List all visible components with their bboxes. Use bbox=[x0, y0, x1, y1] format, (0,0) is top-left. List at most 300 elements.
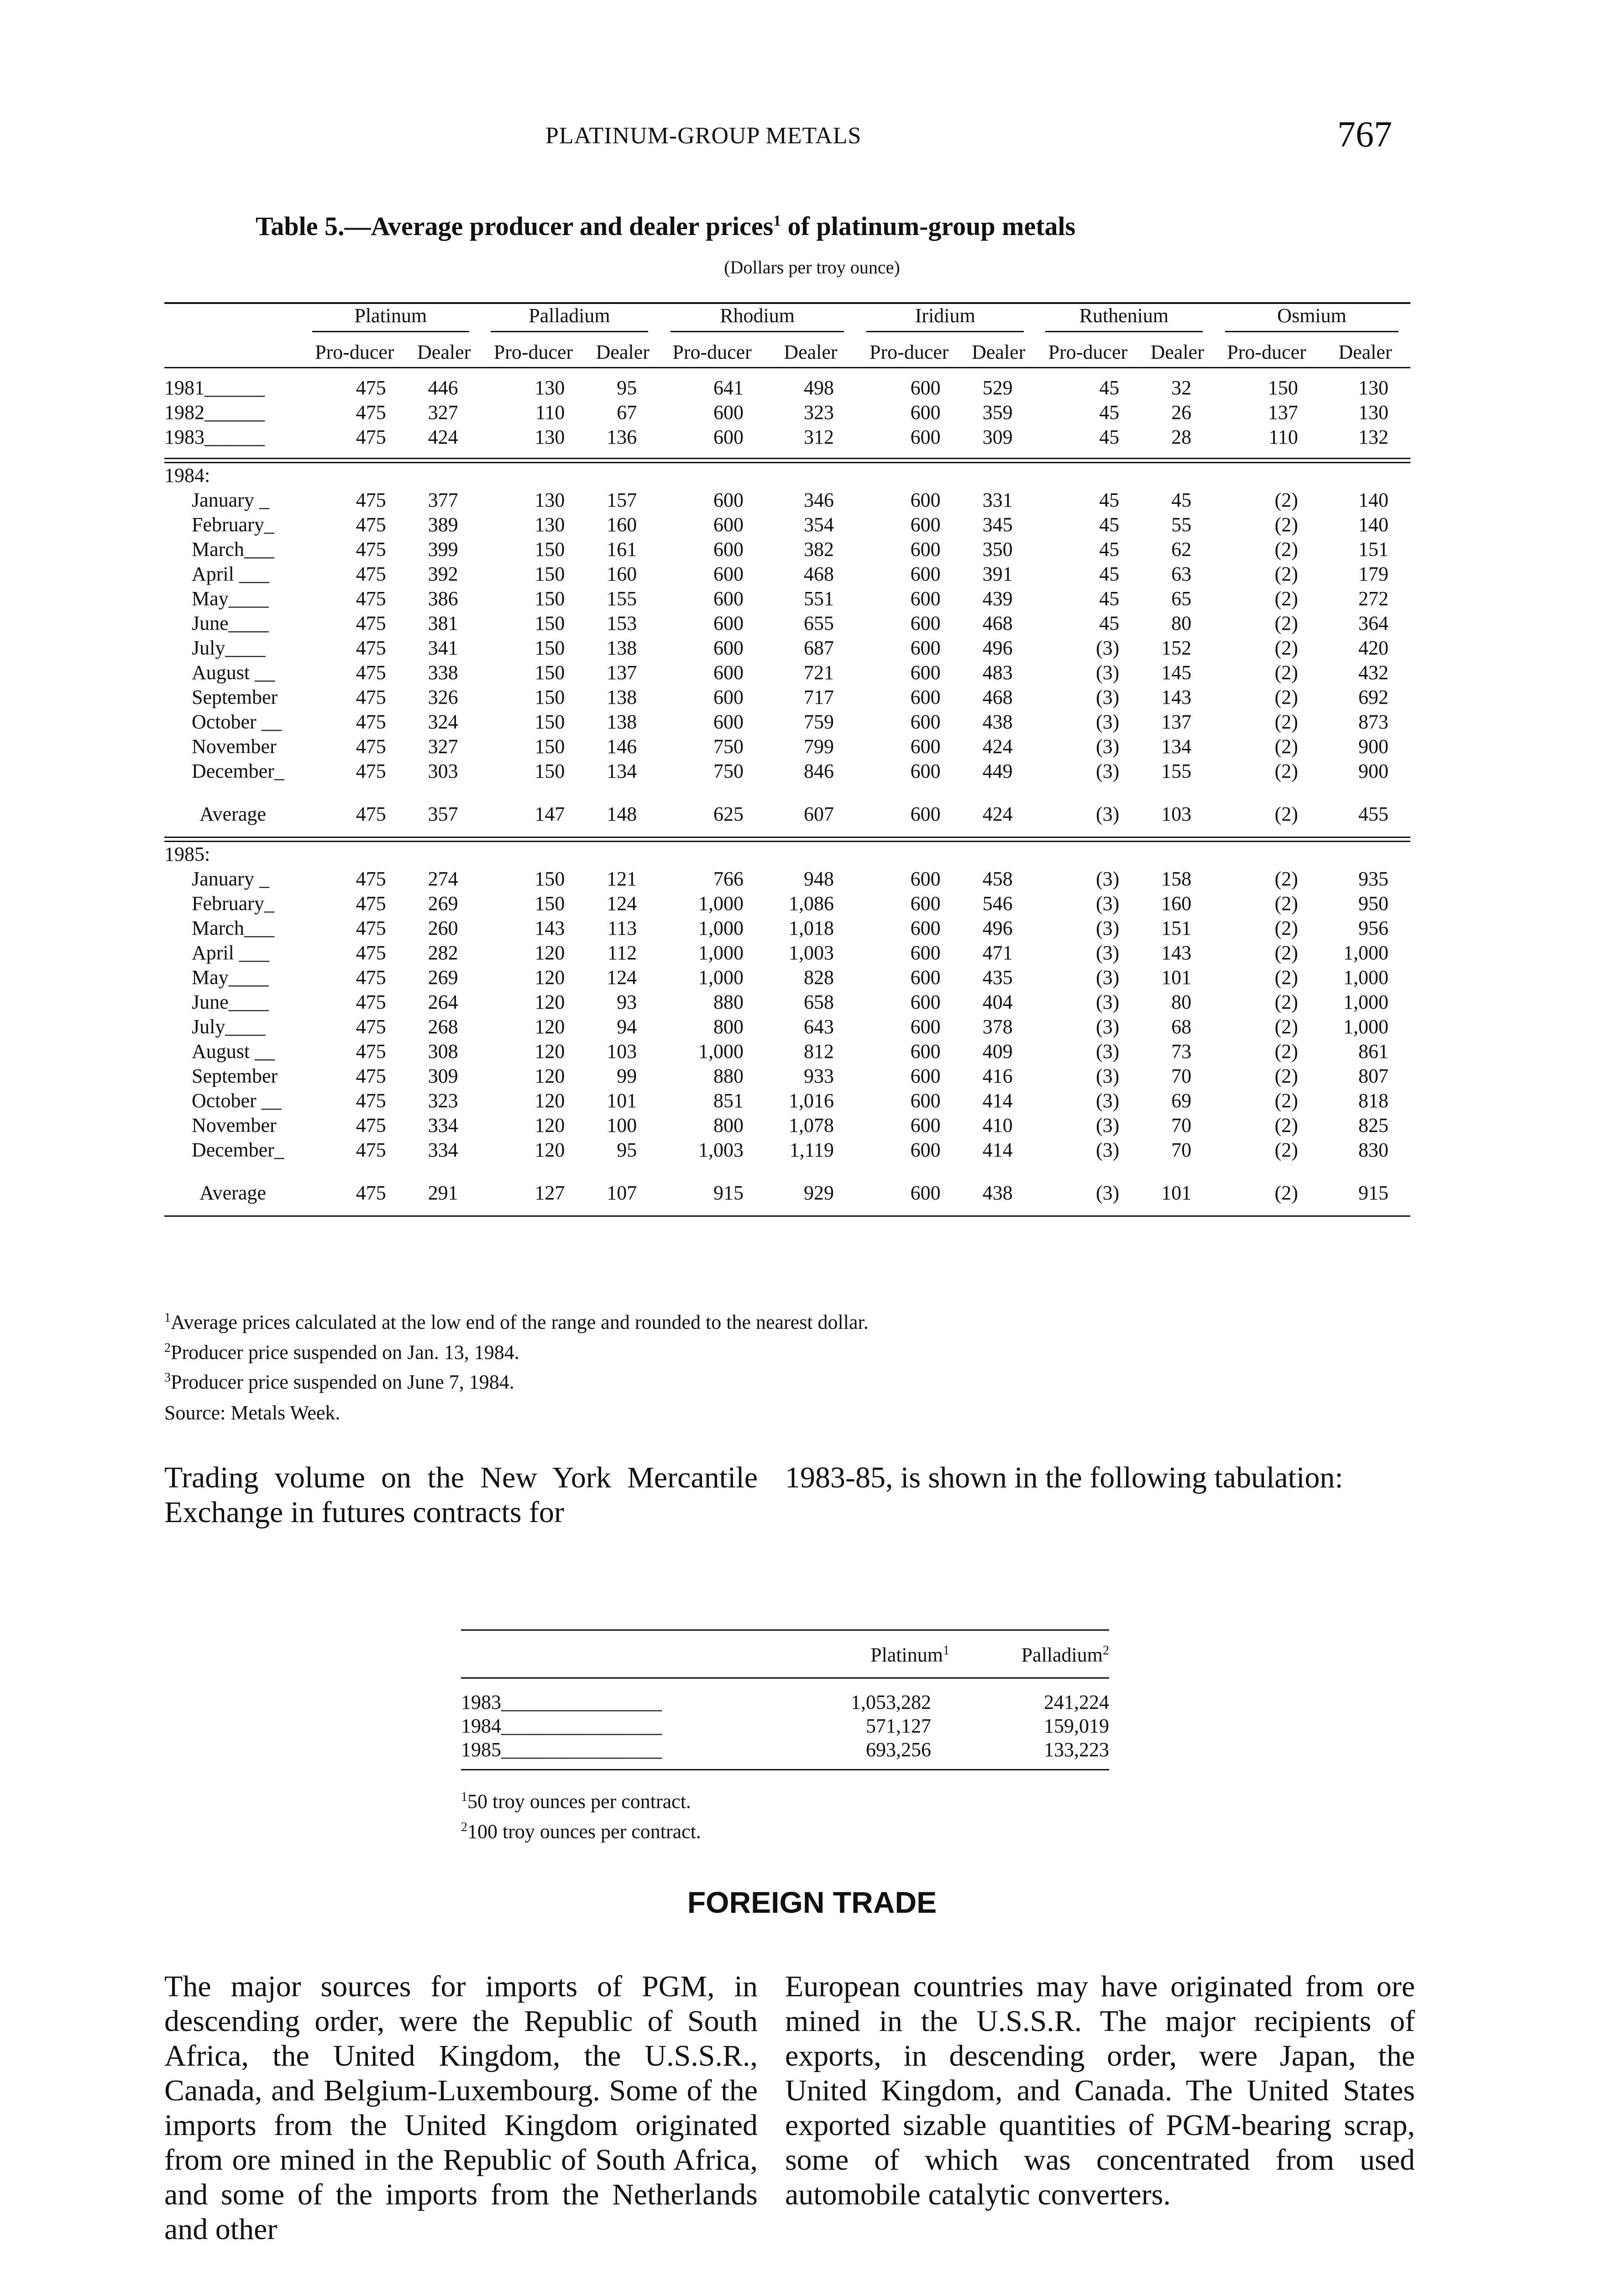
price-cell: (3) bbox=[1095, 1040, 1120, 1062]
price-cell: (2) bbox=[1274, 637, 1298, 659]
price-cell: 100 bbox=[607, 1114, 637, 1136]
price-cell: 475 bbox=[356, 1182, 386, 1204]
price-cell: 607 bbox=[803, 803, 834, 825]
price-cell: 807 bbox=[1358, 1065, 1388, 1087]
price-cell: 63 bbox=[1171, 563, 1192, 585]
price-cell: 948 bbox=[803, 868, 834, 890]
price-cell: 80 bbox=[1171, 991, 1192, 1013]
price-cell: 438 bbox=[982, 1182, 1013, 1204]
price-cell: 458 bbox=[982, 868, 1013, 890]
price-row bbox=[164, 916, 1410, 941]
price-cell: 600 bbox=[713, 612, 744, 634]
price-cell: 45 bbox=[1099, 538, 1120, 560]
price-cell: 127 bbox=[534, 1182, 565, 1204]
price-cell: 45 bbox=[1099, 489, 1120, 511]
price-cell: 475 bbox=[356, 563, 386, 585]
price-cell: 600 bbox=[910, 1114, 941, 1136]
price-cell: 475 bbox=[356, 538, 386, 560]
price-cell: 110 bbox=[535, 401, 565, 424]
price-cell: 475 bbox=[356, 1089, 386, 1112]
price-cell: 120 bbox=[534, 1114, 565, 1136]
year-heading: 1984: bbox=[164, 464, 210, 487]
price-cell: (3) bbox=[1095, 637, 1120, 659]
row-label: June____ bbox=[192, 612, 269, 634]
price-cell: 155 bbox=[1161, 760, 1192, 782]
producer-header: Pro-ducer bbox=[315, 341, 394, 363]
price-cell: 45 bbox=[1099, 426, 1120, 448]
price-cell: 600 bbox=[713, 401, 744, 424]
volume-footnotes bbox=[461, 1785, 701, 1844]
price-cell: (2) bbox=[1274, 1089, 1298, 1112]
price-cell: 475 bbox=[356, 637, 386, 659]
price-cell: 150 bbox=[534, 538, 565, 560]
price-cell: 475 bbox=[356, 868, 386, 890]
price-cell: (3) bbox=[1095, 966, 1120, 989]
page-number: 767 bbox=[1337, 115, 1392, 155]
price-cell: 107 bbox=[607, 1182, 637, 1204]
price-cell: 915 bbox=[1358, 1182, 1388, 1204]
price-cell: 449 bbox=[982, 760, 1013, 782]
price-cell: 260 bbox=[428, 917, 458, 939]
price-cell: 721 bbox=[803, 661, 834, 684]
volume-header-platinum: Platinum$^1$ bbox=[790, 1630, 949, 1678]
row-label: 1983______ bbox=[164, 426, 265, 448]
price-cell: (2) bbox=[1274, 1040, 1298, 1062]
price-cell: 45 bbox=[1099, 587, 1120, 610]
price-cell: (2) bbox=[1274, 612, 1298, 634]
price-cell: 1,003 bbox=[788, 942, 834, 964]
price-cell: 420 bbox=[1358, 637, 1388, 659]
price-cell: 140 bbox=[1358, 489, 1388, 511]
price-cell: 600 bbox=[910, 760, 941, 782]
row-label: February_ bbox=[192, 892, 274, 915]
price-cell: 161 bbox=[607, 538, 637, 560]
price-cell: 600 bbox=[910, 1040, 941, 1062]
price-cell: 641 bbox=[713, 377, 744, 399]
price-cell: 1,086 bbox=[788, 892, 834, 915]
price-cell: (2) bbox=[1274, 563, 1298, 585]
volume-row: 1985________________ 693,256 133,223 bbox=[461, 1738, 1109, 1770]
price-cell: 1,000 bbox=[698, 1040, 744, 1062]
price-cell: 150 bbox=[534, 711, 565, 733]
price-cell: 600 bbox=[910, 612, 941, 634]
price-cell: 150 bbox=[534, 760, 565, 782]
metal-header: Osmium bbox=[1213, 304, 1410, 336]
price-cell: 475 bbox=[356, 942, 386, 964]
price-row bbox=[164, 891, 1410, 916]
price-row bbox=[164, 425, 1410, 450]
price-cell: 692 bbox=[1358, 686, 1388, 708]
price-cell: 475 bbox=[356, 760, 386, 782]
price-cell: 496 bbox=[982, 917, 1013, 939]
price-cell: 766 bbox=[713, 868, 744, 890]
producer-header: Pro-ducer bbox=[1048, 341, 1128, 363]
price-cell: (3) bbox=[1095, 942, 1120, 964]
price-row bbox=[164, 734, 1410, 759]
price-row bbox=[164, 965, 1410, 990]
price-cell: 799 bbox=[803, 735, 834, 758]
price-cell: 1,000 bbox=[698, 917, 744, 939]
price-row bbox=[164, 1039, 1410, 1064]
price-cell: 424 bbox=[982, 735, 1013, 758]
price-cell: 600 bbox=[910, 686, 941, 708]
price-cell: 157 bbox=[607, 489, 637, 511]
price-row bbox=[164, 636, 1410, 660]
table-title-suffix: of platinum-group metals bbox=[781, 211, 1076, 241]
price-cell: (2) bbox=[1274, 991, 1298, 1013]
row-label: Average bbox=[199, 803, 266, 825]
price-cell: 143 bbox=[534, 917, 565, 939]
price-cell: 121 bbox=[607, 868, 637, 890]
price-cell: (2) bbox=[1274, 538, 1298, 560]
price-cell: 269 bbox=[428, 966, 458, 989]
price-cell: (3) bbox=[1095, 1065, 1120, 1087]
price-cell: 150 bbox=[534, 892, 565, 915]
price-cell: 900 bbox=[1358, 760, 1388, 782]
dealer-header: Dealer bbox=[971, 341, 1026, 363]
price-cell: 600 bbox=[910, 1139, 941, 1161]
price-cell: 468 bbox=[982, 686, 1013, 708]
price-cell: 416 bbox=[982, 1065, 1013, 1087]
dealer-header: Dealer bbox=[784, 341, 838, 363]
price-cell: 600 bbox=[713, 637, 744, 659]
price-cell: 269 bbox=[428, 892, 458, 915]
price-cell: 717 bbox=[803, 686, 834, 708]
price-cell: 65 bbox=[1171, 587, 1192, 610]
price-cell: 386 bbox=[428, 587, 458, 610]
price-cell: 124 bbox=[607, 966, 637, 989]
price-cell: 268 bbox=[428, 1015, 458, 1038]
price-cell: 101 bbox=[1161, 1182, 1192, 1204]
price-cell: 359 bbox=[982, 401, 1013, 424]
price-cell: 130 bbox=[534, 426, 565, 448]
volume-header-palladium: Palladium$^2$ bbox=[949, 1630, 1109, 1678]
price-cell: 160 bbox=[1161, 892, 1192, 915]
price-cell: 382 bbox=[803, 538, 834, 560]
price-row bbox=[164, 685, 1410, 710]
price-cell: 113 bbox=[607, 917, 637, 939]
price-cell: 67 bbox=[617, 401, 637, 424]
row-label: April ___ bbox=[192, 942, 269, 964]
price-cell: 73 bbox=[1171, 1040, 1192, 1062]
price-cell: 151 bbox=[1161, 917, 1192, 939]
price-cell: 143 bbox=[1161, 942, 1192, 964]
price-cell: 120 bbox=[534, 1015, 565, 1038]
price-cell: 392 bbox=[428, 563, 458, 585]
price-cell: 915 bbox=[713, 1182, 744, 1204]
price-cell: 282 bbox=[428, 942, 458, 964]
spacer-row bbox=[164, 450, 1410, 459]
dealer-header: Dealer bbox=[596, 341, 650, 363]
price-row bbox=[164, 513, 1410, 537]
price-cell: 338 bbox=[428, 661, 458, 684]
price-cell: 475 bbox=[356, 1065, 386, 1087]
price-cell: 274 bbox=[428, 868, 458, 890]
price-cell: 70 bbox=[1171, 1139, 1192, 1161]
price-cell: 150 bbox=[534, 868, 565, 890]
price-cell: 124 bbox=[607, 892, 637, 915]
price-cell: 600 bbox=[910, 892, 941, 915]
price-cell: 600 bbox=[713, 489, 744, 511]
volume-row: 1983________________ 1,053,282 241,224 bbox=[461, 1691, 1109, 1713]
price-cell: 357 bbox=[428, 803, 458, 825]
price-cell: 110 bbox=[1268, 426, 1298, 448]
price-cell: 600 bbox=[910, 1015, 941, 1038]
price-cell: 147 bbox=[534, 803, 565, 825]
price-cell: 935 bbox=[1358, 868, 1388, 890]
price-cell: 600 bbox=[910, 1182, 941, 1204]
price-cell: 409 bbox=[982, 1040, 1013, 1062]
price-cell: (2) bbox=[1274, 686, 1298, 708]
price-cell: (2) bbox=[1274, 1182, 1298, 1204]
price-cell: 94 bbox=[617, 1015, 637, 1038]
price-cell: 389 bbox=[428, 513, 458, 536]
price-cell: (2) bbox=[1274, 711, 1298, 733]
price-cell: 134 bbox=[1161, 735, 1192, 758]
price-cell: (3) bbox=[1095, 1015, 1120, 1038]
price-cell: 1,078 bbox=[788, 1114, 834, 1136]
price-cell: 32 bbox=[1171, 377, 1192, 399]
spacer-row bbox=[164, 368, 1410, 376]
price-cell: 600 bbox=[713, 538, 744, 560]
price-cell: 120 bbox=[534, 1089, 565, 1112]
price-cell: 950 bbox=[1358, 892, 1388, 915]
price-cell: 600 bbox=[713, 686, 744, 708]
price-cell: 95 bbox=[617, 377, 637, 399]
trading-paragraph-col1: Trading volume on the New York Mercantile Exchange in futures contracts for bbox=[164, 1461, 758, 1529]
price-row bbox=[164, 1113, 1410, 1138]
volume-footnote-2: $^2$100 troy ounces per contract. bbox=[461, 1820, 701, 1843]
price-row bbox=[164, 562, 1410, 586]
price-cell: 600 bbox=[713, 711, 744, 733]
price-cell: 475 bbox=[356, 587, 386, 610]
price-cell: 818 bbox=[1358, 1089, 1388, 1112]
price-cell: 600 bbox=[910, 1089, 941, 1112]
price-cell: 600 bbox=[713, 587, 744, 610]
price-cell: 95 bbox=[617, 1139, 637, 1161]
price-cell: 475 bbox=[356, 711, 386, 733]
footnote-3: $^3$Producer price suspended on June 7, 1984. bbox=[164, 1371, 514, 1393]
price-cell: 381 bbox=[428, 612, 458, 634]
price-cell: 600 bbox=[910, 426, 941, 448]
price-cell: 120 bbox=[534, 1040, 565, 1062]
spacer-row bbox=[164, 1214, 1410, 1216]
price-cell: 851 bbox=[713, 1089, 744, 1112]
price-cell: 475 bbox=[356, 1015, 386, 1038]
price-cell: (3) bbox=[1095, 991, 1120, 1013]
price-cell: 132 bbox=[1358, 426, 1388, 448]
price-cell: 475 bbox=[356, 612, 386, 634]
price-cell: 312 bbox=[803, 426, 834, 448]
footnote-2: $^2$Producer price suspended on Jan. 13, 1984. bbox=[164, 1340, 519, 1364]
price-row bbox=[164, 488, 1410, 513]
table-footnotes bbox=[164, 1305, 869, 1395]
price-cell: 130 bbox=[534, 489, 565, 511]
price-cell: 377 bbox=[428, 489, 458, 511]
price-cell: 399 bbox=[428, 538, 458, 560]
price-cell: 158 bbox=[1161, 868, 1192, 890]
price-cell: 145 bbox=[1161, 661, 1192, 684]
price-cell: 600 bbox=[910, 377, 941, 399]
price-cell: 475 bbox=[356, 803, 386, 825]
price-cell: 600 bbox=[910, 966, 941, 989]
price-cell: 308 bbox=[428, 1040, 458, 1062]
dealer-header: Dealer bbox=[1150, 341, 1204, 363]
row-label: August __ bbox=[192, 1040, 275, 1062]
row-label: December_ bbox=[192, 760, 284, 782]
row-label: May____ bbox=[192, 966, 269, 989]
price-cell: 150 bbox=[534, 735, 565, 758]
row-label: July____ bbox=[192, 637, 266, 659]
price-cell: (3) bbox=[1095, 661, 1120, 684]
price-row bbox=[164, 376, 1410, 400]
price-cell: 404 bbox=[982, 991, 1013, 1013]
price-cell: 45 bbox=[1099, 513, 1120, 536]
price-cell: (2) bbox=[1274, 1065, 1298, 1087]
price-cell: 600 bbox=[910, 711, 941, 733]
price-cell: 137 bbox=[607, 661, 637, 684]
price-cell: (2) bbox=[1274, 892, 1298, 915]
price-cell: 956 bbox=[1358, 917, 1388, 939]
price-cell: 150 bbox=[1268, 377, 1298, 399]
price-cell: 475 bbox=[356, 686, 386, 708]
price-cell: 600 bbox=[910, 942, 941, 964]
price-cell: 475 bbox=[356, 426, 386, 448]
price-cell: 475 bbox=[356, 735, 386, 758]
price-cell: 750 bbox=[713, 735, 744, 758]
price-cell: 303 bbox=[428, 760, 458, 782]
volume-table bbox=[461, 1629, 1109, 1770]
price-cell: (2) bbox=[1274, 803, 1298, 825]
row-label: March___ bbox=[192, 917, 274, 939]
price-cell: 309 bbox=[982, 426, 1013, 448]
price-cell: 600 bbox=[910, 803, 941, 825]
price-row bbox=[164, 759, 1410, 784]
price-cell: 880 bbox=[713, 1065, 744, 1087]
price-cell: (3) bbox=[1095, 711, 1120, 733]
price-cell: 331 bbox=[982, 489, 1013, 511]
table-title bbox=[256, 211, 1075, 241]
dealer-header: Dealer bbox=[1338, 341, 1392, 363]
price-cell: 150 bbox=[534, 637, 565, 659]
price-cell: 323 bbox=[428, 1089, 458, 1112]
price-cell: 264 bbox=[428, 991, 458, 1013]
row-label: October __ bbox=[192, 711, 282, 733]
price-cell: 1,018 bbox=[788, 917, 834, 939]
price-cell: 120 bbox=[534, 942, 565, 964]
price-cell: 475 bbox=[356, 1114, 386, 1136]
price-cell: 475 bbox=[356, 489, 386, 511]
price-cell: 468 bbox=[803, 563, 834, 585]
price-cell: 364 bbox=[1358, 612, 1388, 634]
price-cell: 101 bbox=[607, 1089, 637, 1112]
price-cell: 137 bbox=[1161, 711, 1192, 733]
price-row bbox=[164, 710, 1410, 734]
price-cell: 438 bbox=[982, 711, 1013, 733]
price-cell: 625 bbox=[713, 803, 744, 825]
row-label: August __ bbox=[192, 661, 275, 684]
price-row bbox=[164, 1064, 1410, 1089]
price-cell: 600 bbox=[910, 735, 941, 758]
row-label: November bbox=[192, 735, 277, 758]
price-cell: 62 bbox=[1171, 538, 1192, 560]
metal-header: Rhodium bbox=[659, 304, 856, 336]
price-cell: 334 bbox=[428, 1114, 458, 1136]
price-cell: 151 bbox=[1358, 538, 1388, 560]
price-cell: 750 bbox=[713, 760, 744, 782]
trading-paragraph-col2: 1983-85, is shown in the following tabulation: bbox=[785, 1461, 1343, 1494]
price-cell: 600 bbox=[713, 513, 744, 536]
price-cell: 45 bbox=[1099, 563, 1120, 585]
price-cell: 138 bbox=[607, 686, 637, 708]
price-cell: 45 bbox=[1171, 489, 1192, 511]
price-cell: 130 bbox=[1358, 377, 1388, 399]
price-cell: 99 bbox=[617, 1065, 637, 1087]
metal-header: Ruthenium bbox=[1035, 304, 1214, 336]
price-cell: 600 bbox=[910, 868, 941, 890]
price-cell: 1,000 bbox=[1343, 942, 1388, 964]
price-cell: 103 bbox=[607, 1040, 637, 1062]
price-cell: (3) bbox=[1095, 1139, 1120, 1161]
price-row bbox=[164, 941, 1410, 965]
row-label: April ___ bbox=[192, 563, 269, 585]
price-cell: 378 bbox=[982, 1015, 1013, 1038]
price-cell: 140 bbox=[1358, 513, 1388, 536]
price-cell: 600 bbox=[910, 917, 941, 939]
section-heading-foreign-trade: FOREIGN TRADE bbox=[687, 1885, 937, 1919]
price-cell: 326 bbox=[428, 686, 458, 708]
price-cell: 112 bbox=[607, 942, 637, 964]
price-cell: 55 bbox=[1171, 513, 1192, 536]
price-cell: (2) bbox=[1274, 735, 1298, 758]
row-label: 1981______ bbox=[164, 377, 265, 399]
price-cell: 346 bbox=[803, 489, 834, 511]
price-row bbox=[164, 1089, 1410, 1113]
price-cell: 414 bbox=[982, 1089, 1013, 1112]
metal-header: Platinum bbox=[301, 304, 480, 336]
price-cell: (2) bbox=[1274, 917, 1298, 939]
price-cell: 435 bbox=[982, 966, 1013, 989]
producer-header: Pro-ducer bbox=[1227, 341, 1306, 363]
table-title-footnote-mark: 1 bbox=[773, 212, 781, 230]
price-cell: 475 bbox=[356, 401, 386, 424]
price-cell: 475 bbox=[356, 661, 386, 684]
price-row bbox=[164, 611, 1410, 636]
price-row bbox=[164, 1138, 1410, 1162]
price-cell: 150 bbox=[534, 661, 565, 684]
price-cell: 80 bbox=[1171, 612, 1192, 634]
price-cell: (2) bbox=[1274, 587, 1298, 610]
price-cell: 136 bbox=[607, 426, 637, 448]
price-cell: 341 bbox=[428, 637, 458, 659]
price-cell: 475 bbox=[356, 917, 386, 939]
price-cell: (2) bbox=[1274, 489, 1298, 511]
price-cell: (2) bbox=[1274, 868, 1298, 890]
price-cell: (2) bbox=[1274, 513, 1298, 536]
average-row bbox=[164, 784, 1410, 836]
price-cell: 800 bbox=[713, 1114, 744, 1136]
price-cell: 1,016 bbox=[788, 1089, 834, 1112]
price-cell: 600 bbox=[910, 489, 941, 511]
price-cell: 475 bbox=[356, 1139, 386, 1161]
price-cell: 414 bbox=[982, 1139, 1013, 1161]
price-cell: 272 bbox=[1358, 587, 1388, 610]
price-row bbox=[164, 537, 1410, 562]
price-cell: 101 bbox=[1161, 966, 1192, 989]
price-cell: 138 bbox=[607, 711, 637, 733]
row-label: May____ bbox=[192, 587, 269, 610]
price-cell: 600 bbox=[910, 401, 941, 424]
